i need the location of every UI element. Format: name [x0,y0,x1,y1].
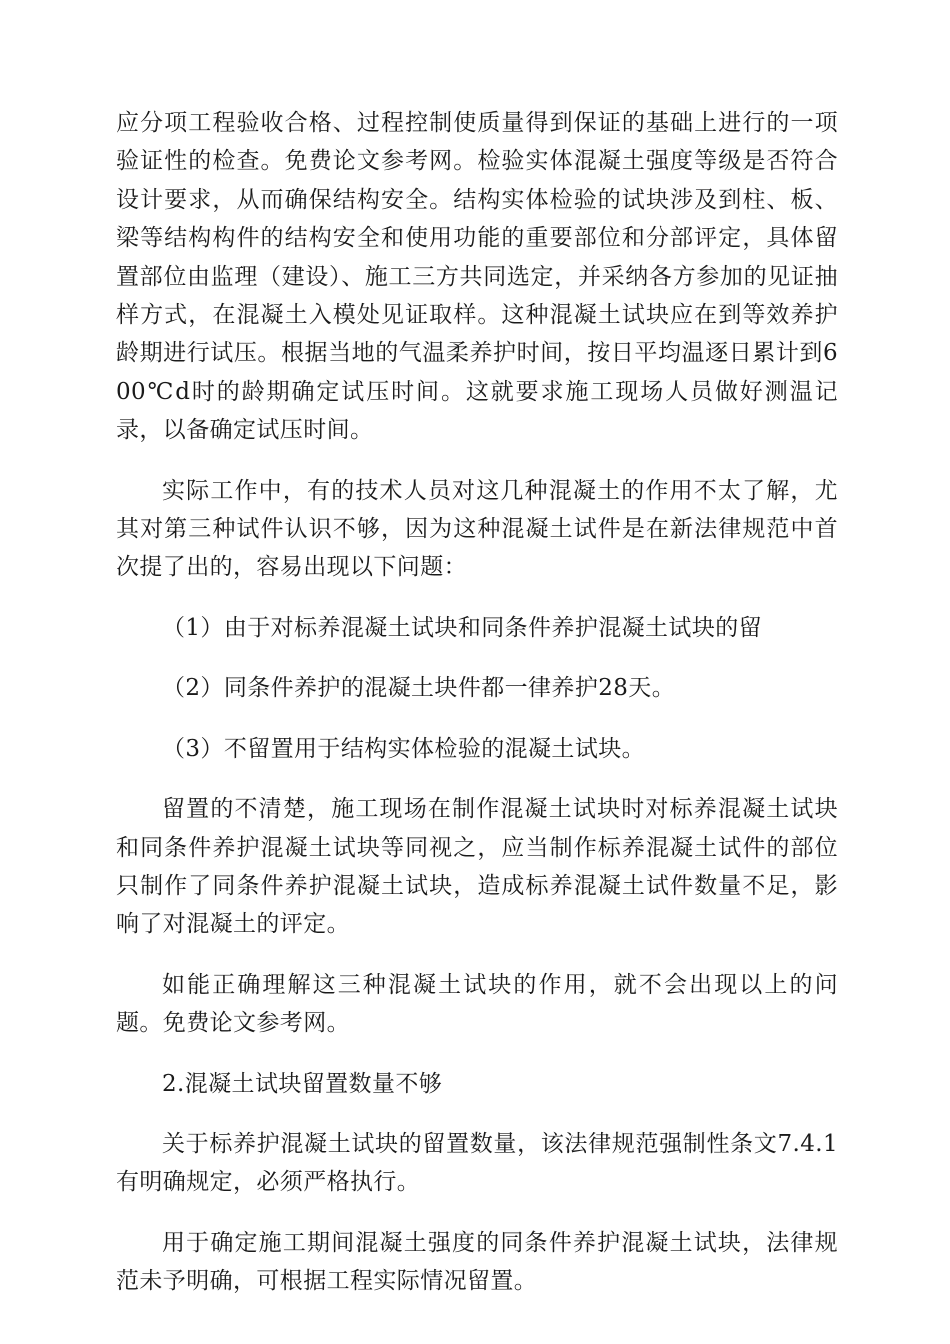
section-heading: 2.混凝土试块留置数量不够 [162,1070,443,1097]
paragraph-correct-understanding: 如能正确理解这三种混凝土试块的作用，就不会出现以上的问题。免费论文参考网。 [116,971,838,1037]
list-item-problem-3: （3）不留置用于结构实体检验的混凝土试块。 [162,735,646,762]
paragraph-verification-check: 应分项工程验收合格、过程控制使质量得到保证的基础上进行的一项验证性的检查。免费论文参考网。检验实体混凝土强度等级是否符合设计要求，从而确保结构安全。结构实体检验的试块涉及到柱、板、梁等结构构件的结构安全和使用功能的重要部位和分部评定，具体留置部位由监理（建设）、施工三方共同选定，并采纳各方参加的见证抽样方式，在混凝土入模处见证取样。这种混凝土试块应在到等效养护龄期进行试压。根据当地的气温柔养护时间，按日平均温逐日累计到600℃d时的龄期确定试压时间。这就要求施工现场人员做好测温记录，以备确定试压时间。 [116,110,838,444]
document-body [116,104,838,1323]
list-item-problem-2: （2）同条件养护的混凝土块件都一律养护28天。 [162,675,676,702]
paragraph-practical-work: 实际工作中，有的技术人员对这几种混凝土的作用不太了解，尤其对第三种试件认识不够，因为这种混凝土试件是在新法律规范中首次提了出的，容易出现以下问题： [116,477,838,581]
paragraph-unclear-placement: 留置的不清楚，施工现场在制作混凝土试块时对标养混凝土试块和同条件养护混凝土试块等同视之，应当制作标养混凝土试件的部位只制作了同条件养护混凝土试块，造成标养混凝土试件数量不足，影响了对混凝土的评定。 [116,796,838,938]
paragraph-standard-curing-quantity: 关于标养护混凝土试块的留置数量，该法律规范强制性条文7.4.1有明确规定，必须严格执行。 [116,1130,838,1196]
paragraph-same-condition-curing: 用于确定施工期间混凝土强度的同条件养护混凝土试块，法律规范未予明确，可根据工程实际情况留置。 [116,1229,838,1295]
list-item-problem-1: （1）由于对标养混凝土试块和同条件养护混凝土试块的留 [162,614,763,641]
